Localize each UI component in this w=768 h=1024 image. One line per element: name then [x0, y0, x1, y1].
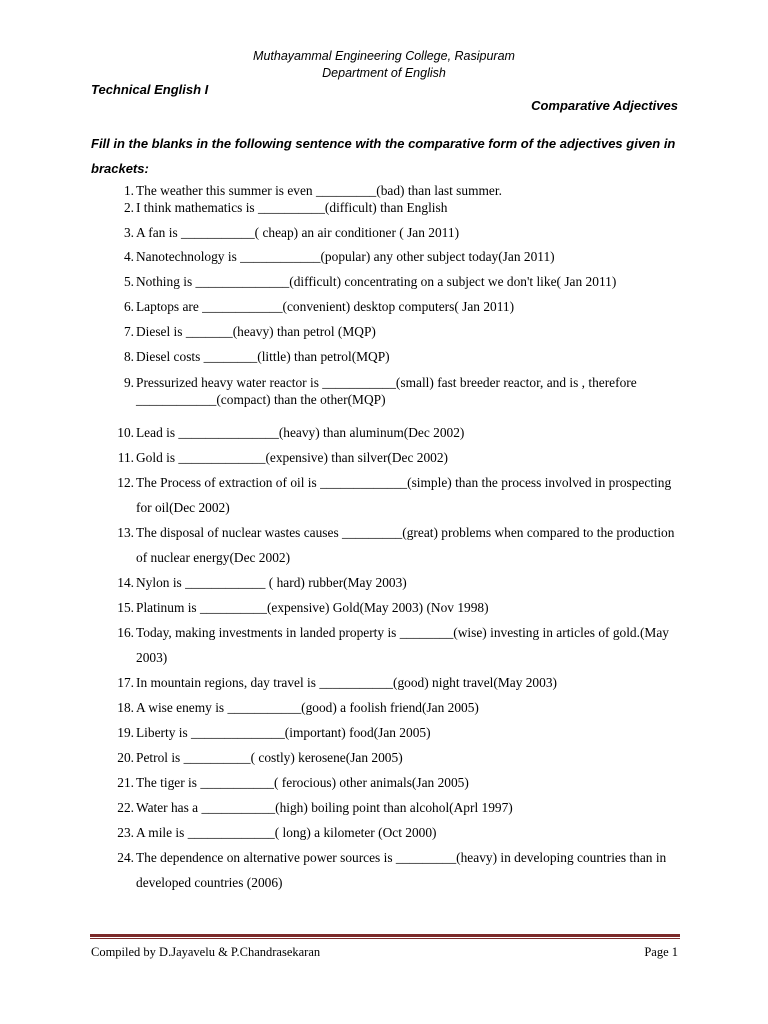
question-item: 10. Lead is _______________(heavy) than aluminum(Dec 2002): [117, 425, 465, 440]
question-item: 13. The disposal of nuclear wastes causes _________(great) problems when compared to the production of nuclear energy(Dec 2002): [117, 525, 675, 565]
question-item: 21. The tiger is ___________( ferocious) other animals(Jan 2005): [117, 775, 469, 790]
question-item: 5. Nothing is ______________(difficult) concentrating on a subject we don't like( Jan 2011): [123, 274, 617, 289]
instructions: Fill in the blanks in the following sentence with the comparative form of the adjectives given in brackets:: [91, 136, 676, 176]
footer-rule-thin: [90, 938, 680, 939]
question-item: 3. A fan is ___________( cheap) an air conditioner ( Jan 2011): [123, 225, 460, 240]
question-item: 16. Today, making investments in landed property is ________(wise) investing in articles of gold.(May 2003): [117, 625, 669, 665]
question-item: 22. Water has a ___________(high) boiling point than alcohol(Aprl 1997): [117, 800, 513, 815]
footer-page-number: Page 1: [644, 945, 678, 959]
course-title: Technical English I: [91, 82, 209, 97]
question-item: 24. The dependence on alternative power sources is _________(heavy) in developing countries than in developed countries (2006): [117, 850, 667, 890]
question-item: 11. Gold is _____________(expensive) than silver(Dec 2002): [117, 450, 449, 465]
question-item: 18. A wise enemy is ___________(good) a foolish friend(Jan 2005): [117, 700, 479, 715]
question-item: 1. The weather this summer is even _________(bad) than last summer.: [123, 183, 502, 198]
department-name: Department of English: [322, 66, 446, 80]
topic-title: Comparative Adjectives: [531, 98, 678, 113]
question-item: 9. Pressurized heavy water reactor is ___________(small) fast breeder reactor, and is , therefore ____________(compact) than the other(MQP): [123, 375, 637, 407]
question-item: 7. Diesel is _______(heavy) than petrol (MQP): [123, 324, 376, 339]
question-item: 2. I think mathematics is __________(difficult) than English: [123, 200, 448, 215]
college-name: Muthayammal Engineering College, Rasipuram: [253, 49, 515, 63]
footer-rule: [90, 934, 680, 937]
question-item: 14. Nylon is ____________ ( hard) rubber(May 2003): [117, 575, 407, 590]
question-item: 8. Diesel costs ________(little) than petrol(MQP): [123, 349, 390, 364]
question-item: 19. Liberty is ______________(important) food(Jan 2005): [117, 725, 431, 740]
question-item: 15. Platinum is __________(expensive) Gold(May 2003) (Nov 1998): [117, 600, 489, 615]
question-item: 20. Petrol is __________( costly) kerosene(Jan 2005): [117, 750, 403, 765]
question-item: 4. Nanotechnology is ____________(popular) any other subject today(Jan 2011): [123, 249, 555, 264]
question-item: 6. Laptops are ____________(convenient) desktop computers( Jan 2011): [123, 299, 515, 314]
question-item: 12. The Process of extraction of oil is _____________(simple) than the process involved in prospecting for oil(Dec 2002): [117, 475, 672, 515]
footer-compiled-by: Compiled by D.Jayavelu & P.Chandrasekaran: [91, 945, 321, 959]
question-item: 23. A mile is _____________( long) a kilometer (Oct 2000): [117, 825, 437, 840]
question-item: 17. In mountain regions, day travel is ___________(good) night travel(May 2003): [117, 675, 557, 690]
